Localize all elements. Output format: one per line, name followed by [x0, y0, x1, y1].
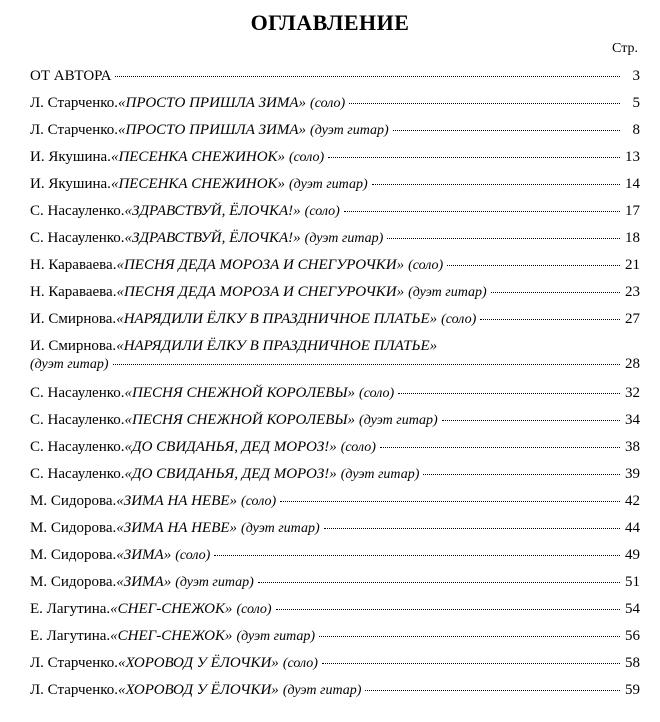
entry-author: И. Якушина.: [30, 176, 111, 192]
entry-note: (соло): [282, 656, 318, 671]
entry-author: Л. Старченко.: [30, 95, 119, 111]
entry-work-title: «ХОРОВОД У ЁЛОЧКИ»: [118, 682, 279, 698]
entry-page-number: 56: [625, 628, 640, 644]
dot-leader: [115, 75, 620, 77]
toc-entry[interactable]: [30, 492, 640, 511]
entry-work-title: «СНЕГ-СНЕЖОК»: [110, 601, 233, 617]
entry-page-number: 44: [625, 520, 640, 536]
toc-entry[interactable]: [30, 384, 640, 403]
entry-note: (соло): [289, 150, 325, 165]
entry-page-number: 58: [625, 655, 640, 671]
entry-page-number: 13: [625, 149, 640, 165]
entry-note: (соло): [359, 386, 395, 401]
entry-note: (дуэт гитар): [30, 357, 109, 372]
entry-author: Н. Караваева.: [30, 257, 117, 273]
toc-entry[interactable]: [30, 337, 640, 374]
entry-work-title: «ЗИМА»: [116, 547, 172, 563]
toc-entry[interactable]: [30, 310, 640, 329]
entry-work-title: «СНЕГ-СНЕЖОК»: [110, 628, 233, 644]
entry-page-number: 49: [625, 547, 640, 563]
dot-leader: [372, 183, 620, 185]
entry-page-number: 42: [625, 493, 640, 509]
toc-entry[interactable]: [30, 67, 640, 85]
entry-author: М. Сидорова.: [30, 493, 117, 509]
entry-page-number: 51: [625, 574, 640, 590]
entry-page-number: 18: [625, 230, 640, 246]
dot-leader: [344, 210, 620, 212]
entry-page-number: 28: [625, 356, 640, 372]
entry-author: М. Сидорова.: [30, 574, 117, 590]
entry-page-number: 3: [632, 68, 640, 84]
entry-note: (соло): [408, 258, 444, 273]
entry-work-title: «ПЕСНЯ ДЕДА МОРОЗА И СНЕГУРОЧКИ»: [116, 284, 405, 300]
toc-entry[interactable]: [30, 148, 640, 167]
entry-author: Л. Старченко.: [30, 122, 119, 138]
entry-note: (дуэт гитар): [241, 521, 320, 536]
entry-page-number: 54: [625, 601, 640, 617]
entry-page-number: 5: [632, 95, 640, 111]
entry-note: (соло): [310, 96, 346, 111]
toc-entry[interactable]: [30, 202, 640, 221]
dot-leader: [447, 264, 620, 266]
entry-author: С. Насауленко.: [30, 203, 125, 219]
dot-leader: [442, 419, 620, 421]
dot-leader: [280, 500, 620, 502]
toc-entry[interactable]: [30, 600, 640, 619]
entry-author: М. Сидорова.: [30, 547, 117, 563]
entry-author: С. Насауленко.: [30, 412, 125, 428]
toc-entry[interactable]: [30, 94, 640, 113]
entry-author: С. Насауленко.: [30, 466, 125, 482]
toc-entry[interactable]: [30, 654, 640, 673]
dot-leader: [322, 662, 620, 664]
entry-author: С. Насауленко.: [30, 230, 125, 246]
entry-page-number: 38: [625, 439, 640, 455]
dot-leader: [319, 635, 620, 637]
toc-entry[interactable]: [30, 438, 640, 457]
entry-work-title: «ПЕСНЯ ДЕДА МОРОЗА И СНЕГУРОЧКИ»: [116, 257, 405, 273]
entry-page-number: 59: [625, 682, 640, 698]
entry-author: Л. Старченко.: [30, 682, 119, 698]
entry-page-number: 23: [625, 284, 640, 300]
entry-author: С. Насауленко.: [30, 385, 125, 401]
toc-entry[interactable]: [30, 229, 640, 248]
entry-work-title: «ПРОСТО ПРИШЛА ЗИМА»: [118, 122, 307, 138]
entry-page-number: 32: [625, 385, 640, 401]
entry-note: (соло): [304, 204, 340, 219]
dot-leader: [480, 318, 620, 320]
entry-author: Н. Караваева.: [30, 284, 117, 300]
entry-note: (дуэт гитар): [282, 683, 362, 698]
toc-entry[interactable]: [30, 519, 640, 538]
entry-page-number: 27: [625, 311, 640, 327]
entry-note: (дуэт гитар): [236, 629, 316, 644]
entry-page-number: 21: [625, 257, 640, 273]
entry-page-number: 34: [625, 412, 640, 428]
dot-leader: [398, 392, 620, 394]
entry-page-number: 39: [625, 466, 640, 482]
toc-entry[interactable]: [30, 121, 640, 140]
entry-work-title: «ПЕСЕНКА СНЕЖИНОК»: [110, 176, 286, 192]
toc-entry[interactable]: [30, 175, 640, 194]
toc-entry[interactable]: [30, 465, 640, 484]
entry-author: И. Смирнова.: [30, 338, 117, 354]
entry-author: ОТ АВТОРА: [30, 68, 112, 84]
dot-leader: [276, 608, 620, 610]
entry-author: И. Якушина.: [30, 149, 111, 165]
entry-note: (соло): [441, 312, 477, 327]
toc-entry[interactable]: [30, 573, 640, 592]
entry-work-title: «ЗИМА НА НЕВЕ»: [116, 520, 238, 536]
entry-work-title: «ЗИМА НА НЕВЕ»: [116, 493, 238, 509]
entry-work-title: «ДО СВИДАНЬЯ, ДЕД МОРОЗ!»: [124, 439, 337, 455]
entry-work-title: «ПЕСНЯ СНЕЖНОЙ КОРОЛЕВЫ»: [124, 412, 356, 428]
dot-leader: [214, 554, 620, 556]
dot-leader: [328, 156, 620, 158]
toc-entry[interactable]: [30, 283, 640, 302]
page-title: ОГЛАВЛЕНИЕ: [250, 10, 410, 35]
entry-note: (соло): [340, 440, 376, 455]
entry-work-title: «ЗДРАВСТВУЙ, ЁЛОЧКА!»: [124, 230, 301, 246]
entry-work-title: «ЗИМА»: [116, 574, 172, 590]
toc-entry[interactable]: [30, 681, 640, 700]
dot-leader: [393, 129, 620, 131]
entry-note: (дуэт гитар): [340, 467, 420, 482]
dot-leader: [423, 473, 620, 475]
entry-work-title: «ПЕСНЯ СНЕЖНОЙ КОРОЛЕВЫ»: [124, 385, 356, 401]
entry-work-title: «НАРЯДИЛИ ЁЛКУ В ПРАЗДНИЧНОЕ ПЛАТЬЕ»: [116, 338, 438, 354]
dot-leader: [349, 102, 620, 104]
entry-page-number: 8: [632, 122, 640, 138]
toc-entry[interactable]: [30, 411, 640, 430]
entry-note: (соло): [241, 494, 277, 509]
entry-work-title: «ЗДРАВСТВУЙ, ЁЛОЧКА!»: [124, 203, 301, 219]
entry-work-title: «ДО СВИДАНЬЯ, ДЕД МОРОЗ!»: [124, 466, 337, 482]
entry-work-title: «ПРОСТО ПРИШЛА ЗИМА»: [118, 95, 307, 111]
entry-note: (дуэт гитар): [408, 285, 487, 300]
entry-note: (дуэт гитар): [175, 575, 254, 590]
entry-author: Е. Лагутина.: [30, 628, 111, 644]
entry-note: (дуэт гитар): [304, 231, 384, 246]
entry-note: (дуэт гитар): [289, 177, 368, 192]
dot-leader: [113, 363, 620, 365]
entry-author: Л. Старченко.: [30, 655, 119, 671]
dot-leader: [387, 237, 620, 239]
entry-author: С. Насауленко.: [30, 439, 125, 455]
entry-author: М. Сидорова.: [30, 520, 117, 536]
page-column-label: Стр.: [612, 41, 638, 56]
toc-entry[interactable]: [30, 546, 640, 565]
dot-leader: [491, 291, 620, 293]
dot-leader: [324, 527, 620, 529]
entry-page-number: 17: [625, 203, 640, 219]
entry-author: И. Смирнова.: [30, 311, 117, 327]
entry-work-title: «ПЕСЕНКА СНЕЖИНОК»: [110, 149, 286, 165]
entry-note: (соло): [175, 548, 211, 563]
entry-work-title: «ХОРОВОД У ЁЛОЧКИ»: [118, 655, 279, 671]
entry-page-number: 14: [625, 176, 640, 192]
dot-leader: [365, 689, 620, 691]
toc-entry[interactable]: [30, 256, 640, 275]
entry-note: (дуэт гитар): [310, 123, 389, 138]
entry-note: (дуэт гитар): [359, 413, 438, 428]
toc-entry[interactable]: [30, 627, 640, 646]
entry-note: (соло): [236, 602, 272, 617]
entry-work-title: «НАРЯДИЛИ ЁЛКУ В ПРАЗДНИЧНОЕ ПЛАТЬЕ»: [116, 311, 438, 327]
dot-leader: [380, 446, 620, 448]
entry-author: Е. Лагутина.: [30, 601, 111, 617]
dot-leader: [258, 581, 620, 583]
